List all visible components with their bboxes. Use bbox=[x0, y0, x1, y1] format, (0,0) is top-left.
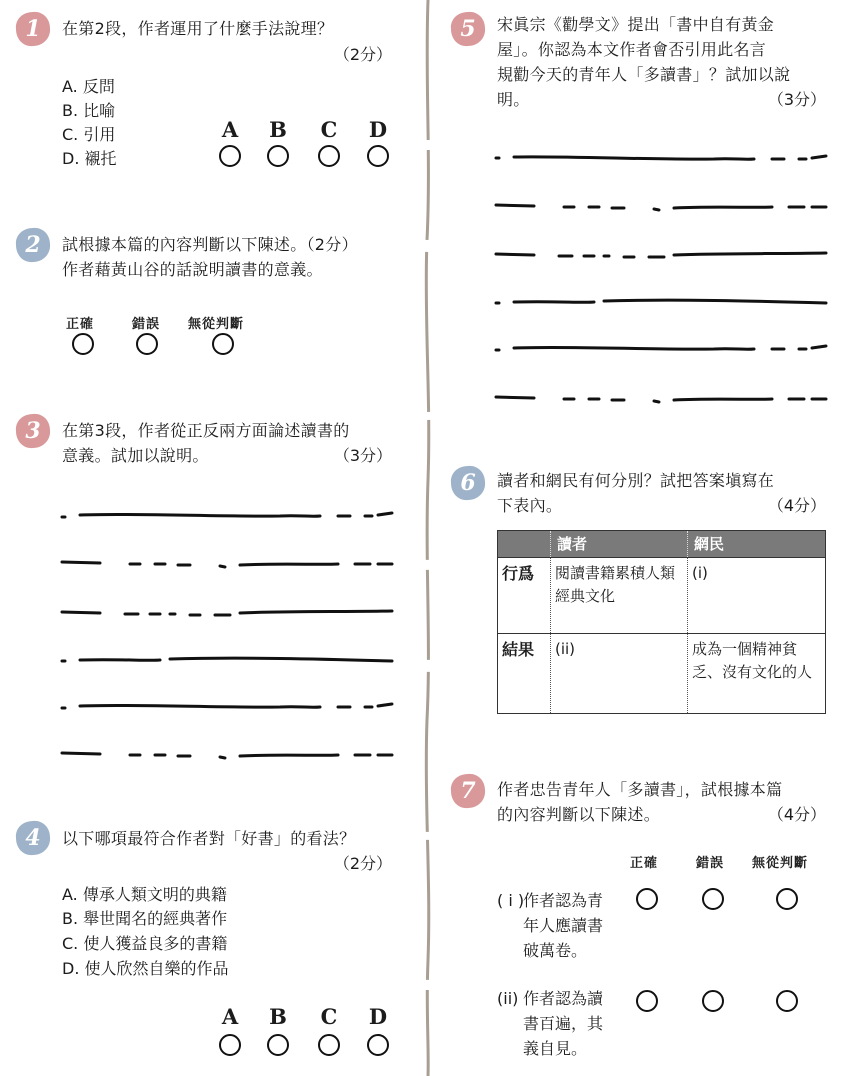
judge-label-false: 錯誤 bbox=[132, 317, 161, 332]
answer-bubble-a[interactable] bbox=[219, 1034, 241, 1056]
table-row bbox=[498, 558, 826, 634]
answer-bubble-true[interactable] bbox=[72, 333, 94, 355]
choice-letter: C bbox=[320, 1004, 338, 1029]
question-number-badge: 6 bbox=[449, 464, 487, 502]
answer-bubble-unknown[interactable] bbox=[212, 333, 234, 355]
choice-letter: B bbox=[269, 117, 287, 142]
question-5-text: 宋眞宗《勸學文》提出「書中自有黃金 屋」。你認為本文作者會否引用此名言 規勸今天的青年人「多讀書」？試加以說 明。 bbox=[497, 15, 791, 109]
question-7-text: 作者忠告青年人「多讀書」，試根據本篇 的內容判斷以下陳述。 bbox=[497, 780, 783, 824]
row-label: 行爲 bbox=[498, 558, 551, 634]
option-c: C. 引用 bbox=[62, 125, 116, 144]
table-cell: 閱讀書籍累積人類經典文化 bbox=[551, 558, 688, 634]
statement-label: (ii) bbox=[497, 989, 519, 1008]
choice-letter: A bbox=[221, 1004, 239, 1029]
answer-table bbox=[497, 530, 826, 714]
choice-letter: D bbox=[368, 1004, 388, 1029]
question-3-marks: （3分） bbox=[333, 446, 392, 465]
question-1-text: 在第2段，作者運用了什麼手法說理？ bbox=[62, 19, 334, 38]
question-number-badge: 1 bbox=[14, 10, 52, 48]
answer-cell[interactable]: (i) bbox=[688, 558, 826, 634]
question-4-text: 以下哪項最符合作者對「好書」的看法？ bbox=[62, 829, 356, 848]
choice-letter: D bbox=[368, 117, 388, 142]
answer-bubble-c[interactable] bbox=[318, 1034, 340, 1056]
option-d: D. 襯托 bbox=[62, 149, 117, 168]
option-c: C. 使人獲益良多的書籍 bbox=[62, 934, 228, 953]
judge-label-true: 正確 bbox=[630, 856, 659, 871]
question-3-text: 在第3段，作者從正反兩方面論述讀書的 意義。試加以說明。 bbox=[62, 421, 350, 465]
table-header-row bbox=[498, 531, 826, 558]
option-a: A. 傳承人類文明的典籍 bbox=[62, 885, 227, 904]
answer-bubble-a[interactable] bbox=[219, 145, 241, 167]
question-number-badge: 3 bbox=[14, 412, 52, 450]
question-5-marks: （3分） bbox=[767, 90, 826, 109]
answer-bubble-d[interactable] bbox=[367, 1034, 389, 1056]
column-divider bbox=[419, 0, 437, 1076]
question-number-badge: 5 bbox=[449, 10, 487, 48]
choice-letter: C bbox=[320, 117, 338, 142]
answer-cell[interactable]: (ii) bbox=[551, 634, 688, 714]
table-header bbox=[498, 531, 551, 558]
answer-bubble-false[interactable] bbox=[702, 888, 724, 910]
answer-bubble-b[interactable] bbox=[267, 1034, 289, 1056]
table-cell: 成為一個精神貧乏、沒有文化的人 bbox=[688, 634, 826, 714]
answer-bubble-b[interactable] bbox=[267, 145, 289, 167]
option-b: B. 舉世聞名的經典著作 bbox=[62, 909, 228, 928]
question-6-marks: （4分） bbox=[767, 496, 826, 515]
question-number-badge: 2 bbox=[14, 226, 52, 264]
table-row bbox=[498, 634, 826, 714]
answer-bubble-true[interactable] bbox=[636, 888, 658, 910]
question-6-text: 讀者和網民有何分別？試把答案塡寫在 下表內。 bbox=[497, 471, 775, 515]
judge-label-unknown: 無從判斷 bbox=[188, 317, 245, 332]
option-d: D. 使人欣然自樂的作品 bbox=[62, 959, 229, 978]
judge-label-true: 正確 bbox=[66, 317, 95, 332]
table-header: 讀者 bbox=[551, 531, 688, 558]
answer-bubble-c[interactable] bbox=[318, 145, 340, 167]
answer-bubble-unknown[interactable] bbox=[776, 990, 798, 1012]
choice-letter: B bbox=[269, 1004, 287, 1029]
judge-label-unknown: 無從判斷 bbox=[752, 856, 809, 871]
answer-bubble-d[interactable] bbox=[367, 145, 389, 167]
question-number-badge: 4 bbox=[14, 819, 52, 857]
judge-label-false: 錯誤 bbox=[696, 856, 725, 871]
table-header: 網民 bbox=[688, 531, 826, 558]
option-b: B. 比喻 bbox=[62, 101, 116, 120]
answer-bubble-true[interactable] bbox=[636, 990, 658, 1012]
answer-lines[interactable] bbox=[494, 148, 830, 408]
question-4-marks: （2分） bbox=[333, 854, 392, 873]
answer-lines[interactable] bbox=[60, 505, 396, 765]
question-7-marks: （4分） bbox=[767, 805, 826, 824]
question-number-badge: 7 bbox=[449, 772, 487, 810]
answer-bubble-unknown[interactable] bbox=[776, 888, 798, 910]
choice-letter: A bbox=[221, 117, 239, 142]
statement-label: ( i ) bbox=[497, 891, 525, 910]
option-a: A. 反問 bbox=[62, 77, 115, 96]
row-label: 結果 bbox=[498, 634, 551, 714]
statement-text: 作者認為青 年人應讀書 破萬卷。 bbox=[523, 891, 604, 960]
question-2-text: 試根據本篇的內容判斷以下陳述。（2分） 作者藉黃山谷的話說明讀書的意義。 bbox=[62, 235, 358, 279]
statement-text: 作者認為讀 書百遍，其 義自見。 bbox=[523, 989, 604, 1058]
question-1-marks: （2分） bbox=[333, 45, 392, 64]
answer-bubble-false[interactable] bbox=[702, 990, 724, 1012]
answer-bubble-false[interactable] bbox=[136, 333, 158, 355]
